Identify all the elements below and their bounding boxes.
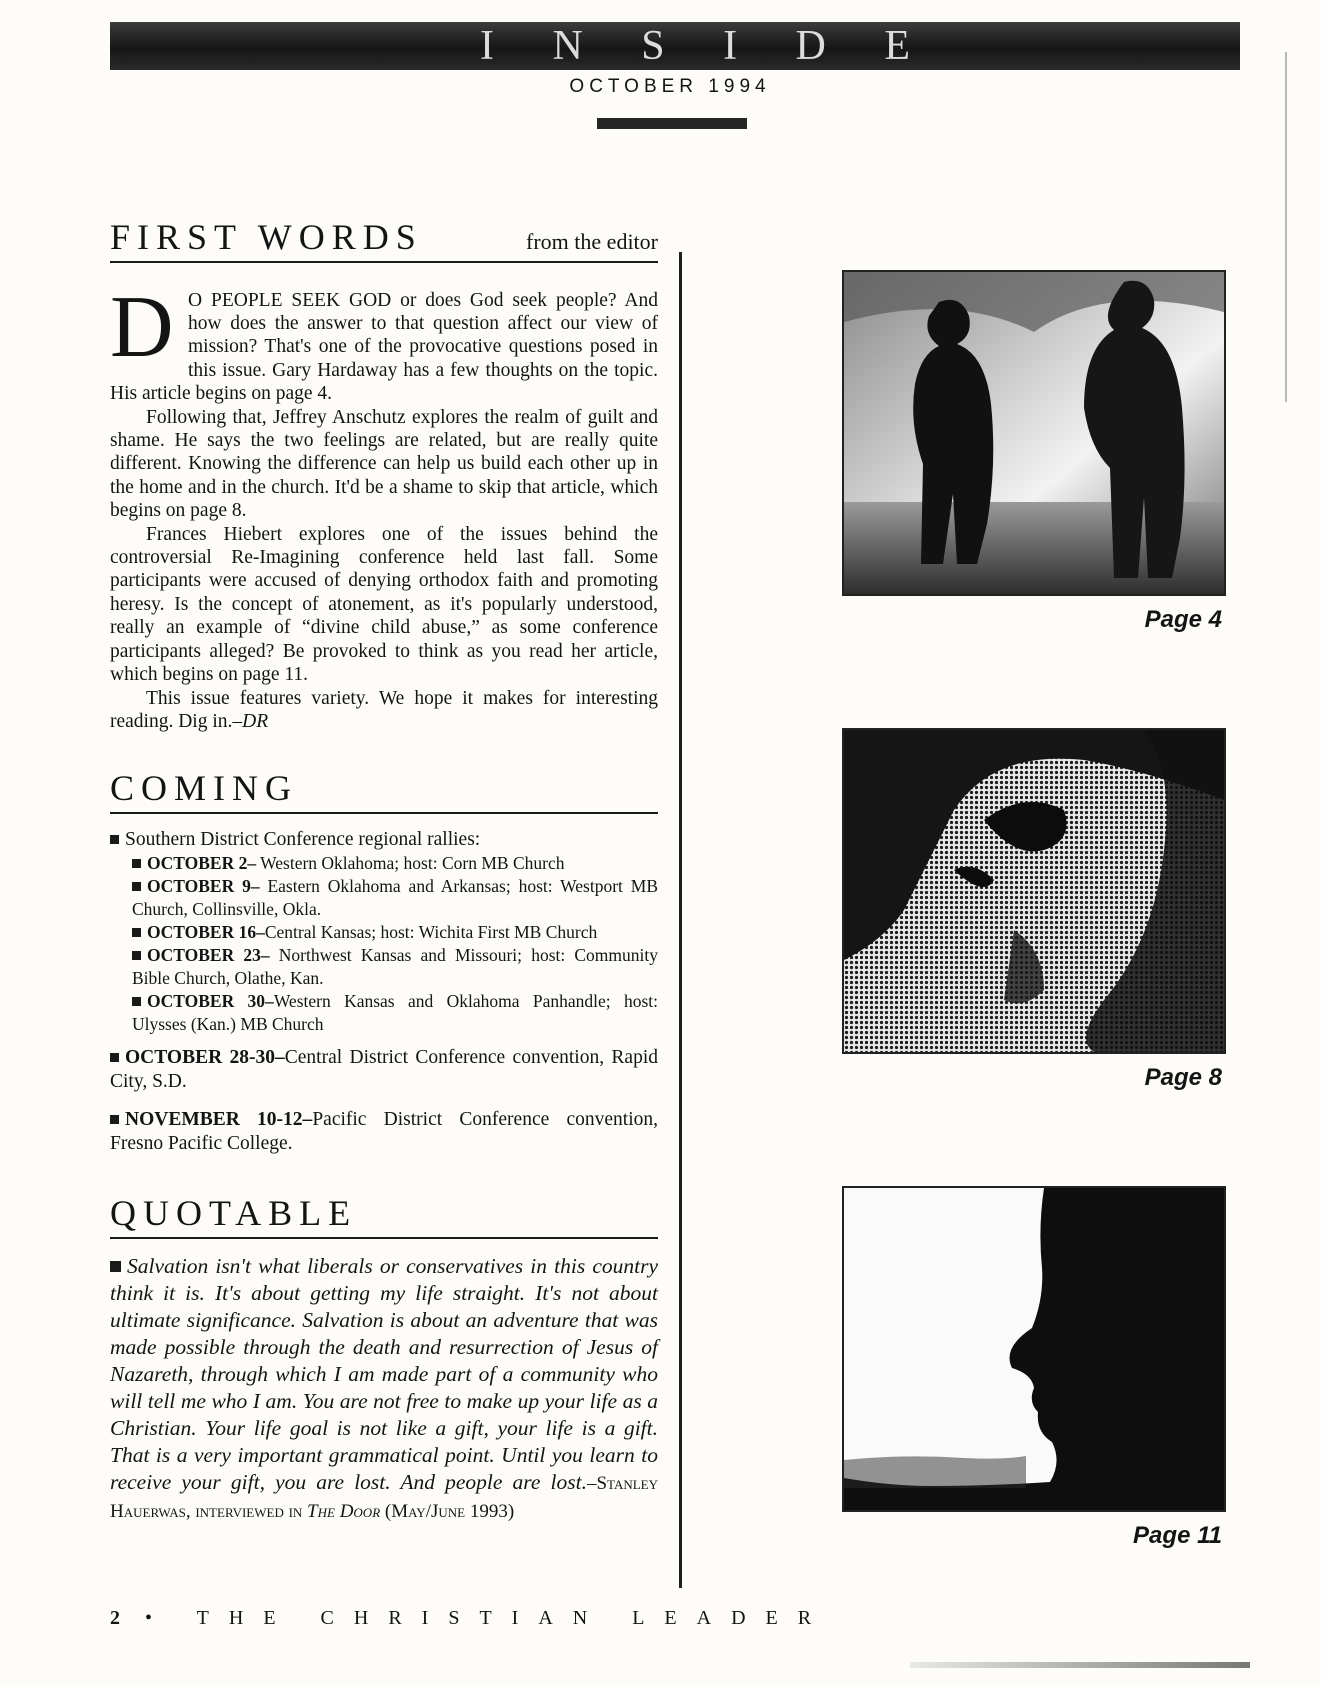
event-text: Pacific District Conference convention, Fresno Pacific College.	[110, 1108, 658, 1154]
editorial-paragraph	[110, 278, 658, 406]
bullet-icon	[110, 1261, 121, 1272]
quotable-header	[110, 1194, 658, 1239]
bullet-icon	[110, 1053, 119, 1062]
section-title: FIRST WORDS	[110, 217, 423, 257]
rally-date: OCTOBER 23–	[147, 944, 270, 965]
intro-text: Southern District Conference regional rallies:	[125, 828, 481, 850]
first-words-section	[110, 218, 658, 733]
bullet-icon	[110, 835, 119, 844]
scan-smudge	[910, 1662, 1250, 1668]
section-subtitle: from the editor	[526, 228, 658, 254]
scan-edge-line	[1285, 52, 1287, 402]
page-number: 2	[110, 1607, 120, 1629]
quotable-section	[110, 1194, 658, 1525]
quote-text: Salvation isn't what liberals or conservatives in this country think it is. It's about getting my life straight. It's not about ultimate significance. Salvation is about an adventure that was made possible through the death and resurrection of Jesus of Nazareth, through which I am made part of a community who will tell me who I am. You are not free to make up your life as a Christian. Your life goal is not like a gift, your life is a gift. That is a very important grammatical point. Until you learn to receive your gift, you are lost. And people are lost.	[110, 1253, 658, 1494]
masthead-letter: S	[641, 23, 665, 69]
masthead-title	[480, 22, 910, 70]
editorial-text	[110, 278, 658, 734]
rally-item	[132, 921, 658, 944]
paragraph-text: This issue features variety. We hope it makes for interesting reading. Dig in.	[110, 687, 658, 732]
masthead-letter: N	[552, 23, 583, 69]
masthead-letter: I	[480, 23, 494, 69]
rally-text: Eastern Oklahoma and Arkansas; host: Westport MB Church, Collinsville, Okla.	[132, 875, 659, 919]
section-title: COMING	[110, 768, 299, 809]
masthead-letter: D	[795, 23, 826, 69]
event-date: NOVEMBER 10-12–	[125, 1108, 313, 1130]
event-text: Central District Conference convention, Rapid City, S.D.	[110, 1046, 658, 1092]
rally-item	[132, 990, 658, 1036]
section-title: QUOTABLE	[110, 1192, 358, 1233]
publication-title: THE CHRISTIAN LEADER	[196, 1607, 832, 1629]
bullet-icon	[132, 928, 141, 937]
photo-halftone-face	[842, 728, 1226, 1054]
bullet-icon	[132, 951, 141, 960]
drop-cap: D	[110, 278, 174, 376]
coming-intro	[110, 828, 658, 852]
rally-date: OCTOBER 9–	[147, 875, 260, 896]
photo-caption: Page 11	[1133, 1522, 1222, 1549]
publication-name: The Door	[307, 1500, 381, 1522]
left-column	[110, 218, 658, 1525]
event-date: OCTOBER 28-30–	[125, 1046, 285, 1068]
rally-item	[132, 944, 658, 990]
footer-separator: •	[145, 1607, 173, 1629]
column-divider	[679, 252, 682, 1588]
attribution-date: (May/June 1993)	[380, 1500, 515, 1522]
editorial-paragraph	[110, 687, 658, 734]
rally-text: Northwest Kansas and Missouri; host: Community Bible Church, Olathe, Kan.	[132, 944, 658, 988]
rally-item	[132, 875, 658, 921]
rally-item	[132, 852, 658, 875]
issue-date: OCTOBER 1994	[569, 76, 771, 97]
bullet-icon	[110, 1115, 119, 1124]
rally-date: OCTOBER 2–	[147, 852, 257, 873]
bullet-icon	[132, 997, 141, 1006]
date-underline-bar	[597, 118, 747, 129]
photo-silhouette-profile	[842, 1186, 1226, 1512]
editorial-paragraph: Frances Hiebert explores one of the issues behind the controversial Re-Imagining conference held last fall. Some participants were accused of denying orthodox faith and promoting heresy. Is the concept of atonement, as it's popularly understood, really an example of “divine child abuse,” as some conference participants alleged? Be provoked to think as you read her article, which begins on page 11.	[110, 523, 658, 686]
coming-section	[110, 769, 658, 1156]
paragraph-text: O PEOPLE SEEK GOD or does God seek people? And how does the answer to that question affect our view of mission? That's one of the provocative questions posed in this issue. Gary Hardaway has a few thoughts on the topic. His article begins on page 4.	[110, 289, 658, 405]
photo-caption: Page 8	[1144, 1064, 1222, 1091]
editorial-paragraph: Following that, Jeffrey Anschutz explores the realm of guilt and shame. He says the two feelings are related, but are really quite different. Knowing the difference can help us build each other up in the home and in the church. It'd be a shame to skip that article, which begins on page 8.	[110, 406, 658, 522]
coming-header	[110, 769, 658, 814]
masthead-letter: E	[884, 23, 910, 69]
photo-two-men-in-fog	[842, 270, 1226, 596]
rally-text: Central Kansas; host: Wichita First MB Church	[264, 921, 598, 942]
rally-date: OCTOBER 30–	[147, 990, 274, 1011]
bullet-icon	[132, 882, 141, 891]
rally-list	[132, 852, 658, 1036]
rally-date: OCTOBER 16–	[147, 921, 265, 942]
rally-text: Western Oklahoma; host: Corn MB Church	[256, 852, 565, 873]
photo-caption: Page 4	[1144, 606, 1222, 633]
event-item	[110, 1108, 658, 1156]
first-words-header	[110, 218, 658, 263]
attribution-text: –Stanley Hauerwas, interviewed in	[110, 1472, 658, 1522]
event-item	[110, 1046, 658, 1094]
bullet-icon	[132, 859, 141, 868]
masthead-letter: I	[723, 23, 738, 69]
coming-list	[110, 828, 658, 1156]
page-footer	[110, 1607, 831, 1630]
rally-text: Western Kansas and Oklahoma Panhandle; host: Ulysses (Kan.) MB Church	[132, 990, 658, 1034]
quote-block	[110, 1253, 658, 1525]
editor-signoff: –DR	[232, 710, 269, 732]
